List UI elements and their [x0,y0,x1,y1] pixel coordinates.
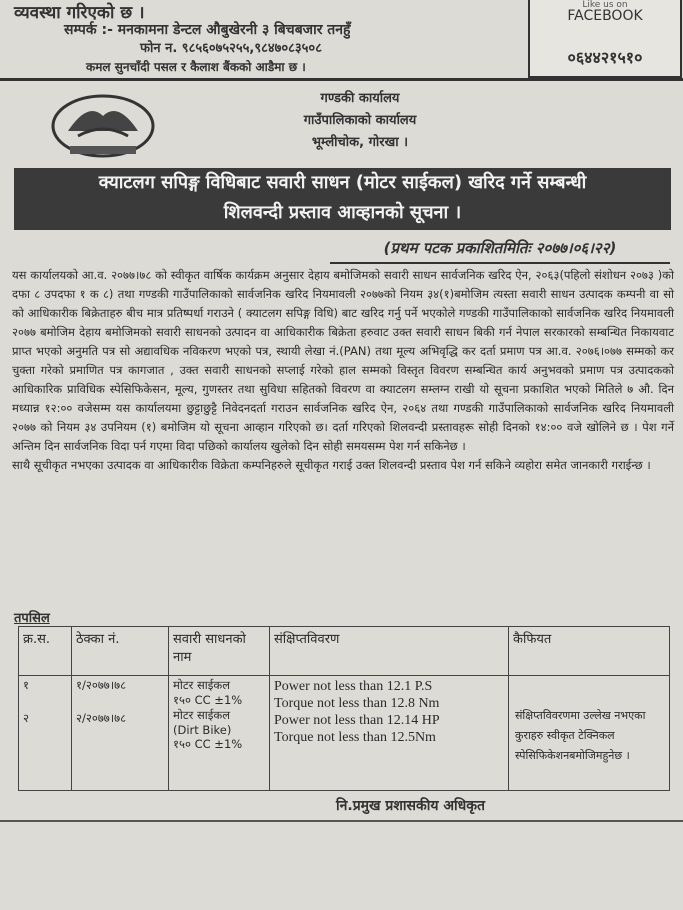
row-2-contract: २/२०७७।७८ [76,711,127,725]
remarks-cell [509,676,670,791]
col-remarks: कैफियत [509,627,670,676]
nepal-emblem-icon [48,86,158,160]
office-name [240,88,480,154]
row-1-name: मोटर साईकल [173,678,231,692]
details-table [18,626,670,791]
row-name-cell [169,676,270,791]
description-cell [270,676,509,791]
notice-body [12,266,674,475]
table-row [19,676,670,791]
row-sn-cell [19,676,72,791]
spec-line: Power not less than 12.1 P.S [274,679,433,694]
col-sn: क्र.स. [19,627,72,676]
col-description: संक्षिप्तविवरण [270,627,509,676]
row-2-type: (Dirt Bike) [173,723,232,737]
ad-line: व्यवस्था गरिएको छ । [14,3,145,23]
row-2-name: मोटर साईकल [173,708,231,722]
office-line-1: गण्डकी कार्यालय [320,91,400,106]
spec-line: Torque not less than 12.8 Nm [274,696,440,711]
top-divider [0,78,683,81]
row-1-cc: १५० CC ±1% [173,693,243,707]
bottom-divider [0,820,683,822]
table-title: तपसिल [14,611,50,626]
row-2-cc: १५० CC ±1% [173,737,243,751]
ad-phone: फोन न. ९८५६०७५२५५,९८४७०८३५०८ [140,41,322,56]
remarks-wrapper [513,678,665,788]
facebook-ad-box [528,0,682,78]
table-header-row [19,627,670,676]
row-1-sn: १ [23,678,29,692]
signatory-title: नि.प्रमुख प्रशासकीय अधिकृत [336,798,485,814]
facebook-label: FACEBOOK [567,8,643,24]
notice-title-line-2: शिलवन्दी प्रस्ताव आव्हानको सूचना । [223,202,462,223]
spec-line: Torque not less than 12.5Nm [274,730,436,745]
office-line-3: भूम्लीचोक, गोरखा । [311,135,409,150]
spec-line: Power not less than 12.14 HP [274,713,440,728]
row-contract-cell [72,676,169,791]
row-2-sn: २ [23,711,29,725]
col-vehicle-name: सवारी साधनको नाम [169,627,270,676]
remarks-text: संक्षिप्तविवरणमा उल्लेख नभएका कुराहरु स्वीकृत टेक्निकल स्पेसिफिकेशनबमोजिमहुनेछ । [515,709,646,762]
row-1-contract: १/२०७७।७८ [76,678,127,692]
previous-ad [0,0,528,80]
notice-title-line-1: क्याटलग सपिङ्ग विधिबाट सवारी साधन (मोटर साईकल) खरिद गर्ने सम्बन्धी [98,172,587,193]
body-paragraph-1: यस कार्यालयको आ.व. २०७७।७८ को स्वीकृत वार्षिक कार्यक्रम अनुसार देहाय बमोजिमको सवारी साधन सार्वजनिक खरिद ऐन, २०६३(पहिलो संशोधन २०७३ )को दफा ८ उपदफा १ क ८) तथा गण्डकी गाउँपालिकाको सार्वजनिक खरिद नियमावली २०७७को नियम ३४(१)बमोजिम त्यस्ता सवारी साधन उत्पादक कम्पनी वा सो को आधिकारीक बिक्रेताहरु बीच मात्र प्रतिष्पर्धा गराउने ( क्याटलग सपिङ्ग विधि) बाट खरिद गर्नु पर्ने भएकोले गण्डकी गाउँपालिकाको सार्वजनिक खरिद नियमावली २०७७ बमोजिम देहाय बमोजिमको सवारी साधनको उत्पादन वा आधिकारीक बिक्रेता हरुवाट उक्त सवारी साधन बिकी गर्न नेपाल सरकारको सम्बन्धित निकायवाट प्राप्त भएको अनुमति पत्र सो अद्यावधिक नविकरण भएको पत्र, स्थायी लेखा नं.(PAN) तथा मूल्य अभिवृद्धि कर दर्ता प्रमाण पत्र आ.व. २०७६।०७७ सम्मको कर चुक्ता गरेको प्रमाणित पत्र कागजात , उक्त सवारी साधनको सप्लाई गरेको हाल सम्मको विस्तृत विवरण सम्बन्धित कार्य अनुभवको प्रमाण पत्र उत्पादकको आधिकारिक प्राविधिक स्पेसिफिकेसन, मूल्य, गुणस्तर तथा सुविधा सहितको विवरण वा क्याटलग सम्लग्न राखी यो सूचना प्रकाशित भएको मितिले ७ औ. दिन मध्यान्न १२:०० वजेसम्म यस कार्यालयमा छुट्टाछुट्टै निवेदनदर्ता गराउन सार्वजनिक खरिद ऐन, २०६४ तथा गण्डकी गाउँपालिकाको सार्वजनिक खरिद नियमावली २०७७ को नियम ३४ उपनियम (१) बमोजिम यो सूचना आव्हान गरिएको छ। दर्ता गरिएको शिलवन्दी प्रस्तावहरू सोही दिनको १४:०० वजे खोलिने छ । पेश गर्ने अन्तिम दिन सार्वजनिक विदा पर्न गएमा विदा पछिको कार्यालय खुलेको दिन सोही समयसम्म पेश गर्न सकिनेछ । [12,268,674,453]
notice-title-banner [14,168,671,230]
ad-note: कमल सुनचाँदी पसल र कैलाश बैंकको आडैमा छ । [86,60,306,74]
office-line-2: गाउँपालिकाको कार्यालय [303,113,417,128]
publication-date: (प्रथम पटक प्रकाशितमितिः २०७७।०६।२२) [330,238,670,264]
ad-contact: सम्पर्क :- मनकामना डेन्टल औबुखेरनी ३ बिचबजार तनहुँ [64,22,351,38]
facebook-like-text: Like us on [582,0,628,10]
col-contract: ठेक्का नं. [72,627,169,676]
body-paragraph-2: साथै सूचीकृत नभएका उत्पादक वा आधिकारीक विक्रेता कम्पनिहरुले सूचीकृत गराई उक्त शिलवन्दी प्रस्ताव पेश गर्न सकिने व्यहोरा समेत जानकारी गराईन्छ । [12,458,651,472]
ad-phone-number: ०६४४२१५१० [567,48,643,67]
